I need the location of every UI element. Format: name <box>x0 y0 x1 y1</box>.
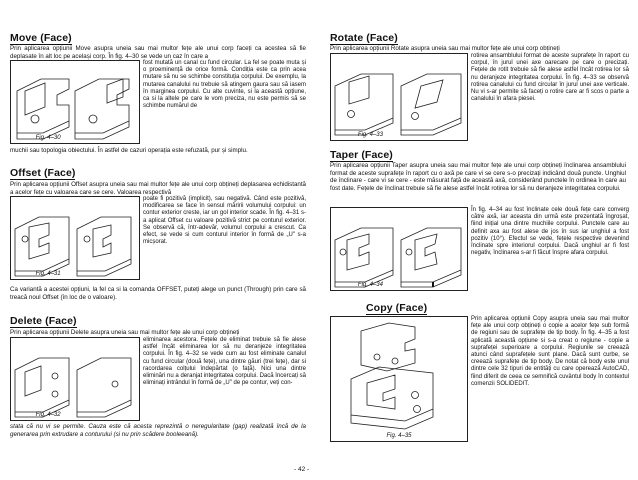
heading-taper: Taper (Face) <box>330 149 393 161</box>
taper-wrap-text: În fig. 4–34 au fost înclinate cele două fețe care converg către axă, iar aceasta din urmă este prezentată îngroșat, fiind inițial una dintre muchiile corpului. Punctele care au definit axa au fost alese de jos în sus iar unghiul a fost pozitiv (10°). Efectul se vede, fețele respective devenind înclinate spre interiorul corpului. Dacă unghiul ar fi fost negativ, înclinarea s-ar fi făcut înspre afara corpului. <box>471 207 629 257</box>
offset-tail: Ca variantă a acestei opțiuni, la fel ca si la comanda OFFSET, puteți alege un punct (Through) prin care să treacă noul Offset (în loc de o valoare). <box>10 286 306 301</box>
caption-4-34: Fig. 4–34 <box>357 282 383 288</box>
delete-intro: Prin aplicarea opțiunii Delete asupra uneia sau mai multor fețe ale unui corp obțineți <box>10 329 240 336</box>
figure-4-32 <box>10 337 140 421</box>
move-intro: Prin aplicarea opțiunii Move asupra uneia sau mai multor fețe ale unui corp faceți ca acestea să fie deplasate în alt loc pe același corp. În fig. 4–30 se vede un caz în care a <box>10 45 306 60</box>
offset-intro: Prin aplicarea opțiunii Offset asupra uneia sau mai multor fețe ale unui corp obțineți deplasarea echidistantă a acelor fețe cu valoarea care se cere. Valoarea respectivă <box>10 181 306 196</box>
page-number: - 42 - <box>294 466 310 473</box>
figure-4-32-drawing <box>11 338 139 420</box>
caption-4-31: Fig. 4–31 <box>35 271 61 277</box>
heading-rotate: Rotate (Face) <box>330 32 398 44</box>
caption-4-32: Fig. 4–32 <box>35 412 61 418</box>
figure-4-33 <box>330 53 468 141</box>
figure-4-31 <box>10 196 140 280</box>
offset-wrap-text: poate fi pozitivă (implicit), sau negativă. Când este pozitivă, modificarea se face în sensul măririi volumului corpului: un contur exterior creste, iar un gol interior scade. În fig. 4–31 s-a aplicat Offset cu valoare pozitivă strict pe conturul exterior. Se observă că, într-adevăr, volumul corpului a crescut. Ca efect, se vede si cum conturul interior în formă de „U" s-a micșorat. <box>143 196 306 246</box>
figure-4-35 <box>330 316 468 442</box>
caption-4-30: Fig. 4–30 <box>35 135 61 141</box>
left-column <box>0 0 310 480</box>
delete-tail: stata că nu vi se permite. Cauza este că acesta reprezintă o neregularitate (gap) realizată încă de la generarea prin extrudare a conturului (si nu prin scădere booleeană). <box>10 423 306 438</box>
heading-copy: Copy (Face) <box>366 302 428 314</box>
rotate-wrap-text: rotirea ansamblului format de aceste suprafețe în raport cu corpul, în jurul unei axe oarecare pe care o precizați. Fețele de rotit trebuie să fie alese astfel încât rotirea lor să nu deranjeze integritatea corpului. În fig. 4–33 se observă rotirea canalului cu fund circular în jurul unei axe verticale. Nu vi s-ar permite să faceți o rotire care ar fi scos o parte a canalului în afara piesei. <box>471 53 629 103</box>
heading-move: Move (Face) <box>10 32 72 44</box>
caption-4-33: Fig. 4–33 <box>357 132 383 138</box>
caption-4-35: Fig. 4–35 <box>386 433 412 439</box>
heading-offset: Offset (Face) <box>10 167 76 179</box>
delete-wrap-text: eliminarea acestora. Fețele de eliminat trebuie să fie alese astfel încât eliminarea lor să nu deranjeze integritatea corpului. În fig. 4–32 se vede cum au fost eliminate canalul cu fund circular (două fețe), una dintre găuri (trei fețe), dar si racordarea colțului îndepărtat (o față). Nici una dintre eliminări nu a deranjat integritatea corpului. Dacă încercați să eliminați intrândul în formă de „U" de pe contur, veți con- <box>143 337 306 387</box>
figure-4-30 <box>10 60 140 144</box>
right-column <box>325 0 635 480</box>
figure-4-31-drawing <box>11 197 139 279</box>
copy-wrap-text: Prin aplicarea opțiunii Copy asupra uneia sau mai multor fețe ale unui corp obțineți o copie a acelor fețe sub formă de regiuni sau de suprafețe de tip body. În fig. 4–35 a fost aplicată această opțiune si s-a creat o regiune - copie a suprafeței superioare a corpului. Regiunile se creează atunci când suprafețele sunt plane. Dacă sunt curbe, se creează suprafețe de tip body. De notat că body este unul dintre cele 32 tipuri de entități cu care operează AutoCAD, fiind diferit de ceea ce semnifică cuvântul body în contextul comenzii SOLIDEDIT. <box>471 316 629 387</box>
rotate-intro: Prin aplicarea opțiunii Rotate asupra uneia sau mai multor fețe ale unui corp obțineți <box>330 45 560 52</box>
heading-delete: Delete (Face) <box>10 315 77 327</box>
figure-4-35-drawing <box>331 317 467 441</box>
figure-4-34-drawing <box>331 208 467 290</box>
figure-4-34 <box>330 207 468 291</box>
figure-4-30-drawing <box>11 61 139 143</box>
taper-intro: Prin aplicarea opțiunii Taper asupra uneia sau mai multor fețe ale unui corp obțineți înclinarea ansamblului format de aceste suprafețe în raport cu o axă pe care vi se cere s-o precizați indicând două puncte. Unghiul de înclinare - care vi se cere - este măsurat față de această axă, considerând punctele în ordinea în care au fost date. Fețele de înclinat trebuie să fie alese astfel încât rotirea lor să nu deranjeze integritatea corpului. <box>330 162 626 192</box>
move-wrap-text: fost mutată un canal cu fund circular. La fel se poate muta și o proeminență de orice formă. Condiția este ca prin acea mutare să nu se schimbe constituția corpului. De exemplu, la mutarea canalului nu trebuie să atingem gaura sau să iasem în marginea corpului. Cu alte cuvinte, si la această opțiune, ca si la altele pe care le vom preciza, nu este permis să se schimbe numărul de <box>143 60 306 110</box>
move-tail: muchii sau topologia obiectului. În astfel de cazuri operația este refuzată, pur și simplu. <box>10 147 248 154</box>
figure-4-33-drawing <box>331 54 467 140</box>
